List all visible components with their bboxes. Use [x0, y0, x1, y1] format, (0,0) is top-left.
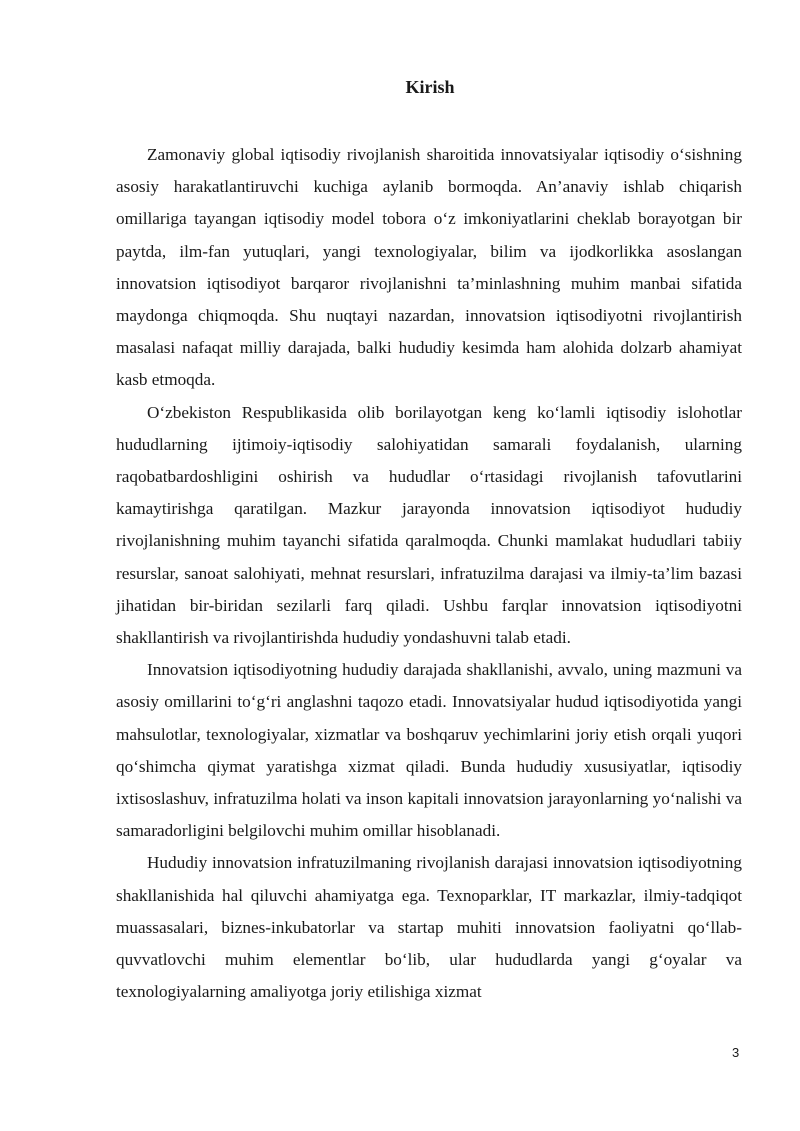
- paragraph: Zamonaviy global iqtisodiy rivojlanish sharoitida innovatsiyalar iqtisodiy o‘sishning asosiy harakatlantiruvchi kuchiga aylanib bormoqda. An’anaviy ishlab chiqarish omillariga tayangan iqtisodiy model tobora o‘z imkoniyatlarini cheklab borayotgan bir paytda, ilm-fan yutuqlari, yangi texnologiyalar, bilim va ijodkorlikka asoslangan innovatsion iqtisodiyot barqaror rivojlanishni ta’minlashning muhim manbai sifatida maydonga chiqmoqda. Shu nuqtayi nazardan, innovatsion iqtisodiyotni rivojlantirish masalasi nafaqat milliy darajada, balki hududiy kesimda ham alohida dolzarb ahamiyat kasb etmoqda.: [116, 145, 742, 390]
- page-number: 3: [732, 1045, 740, 1060]
- paragraph: O‘zbekiston Respublikasida olib borilayotgan keng ko‘lamli iqtisodiy islohotlar hududlarning ijtimoiy-iqtisodiy salohiyatidan samarali foydalanish, ularning raqobatbardoshligini oshirish va hududlar o‘rtasidagi rivojlanish tafovutlarini kamaytirishga qaratilgan. Mazkur jarayonda innovatsion iqtisodiyot hududiy rivojlanishning muhim tayanchi sifatida qaralmoqda. Chunki mamlakat hududlari tabiiy resurslar, sanoat salohiyati, mehnat resurslari, infratuzilma darajasi va ilmiy-ta’lim bazasi jihatidan bir-biridan sezilarli farq qiladi. Ushbu farqlar innovatsion iqtisodiyotni shakllantirish va rivojlantirishda hududiy yondashuvni talab etadi.: [116, 402, 742, 648]
- paragraph: Innovatsion iqtisodiyotning hududiy darajada shakllanishi, avvalo, uning mazmuni va asosiy omillarini to‘g‘ri anglashni taqozo etadi. Innovatsiyalar hudud iqtisodiyotida yangi mahsulotlar, texnologiyalar, xizmatlar va boshqaruv yechimlarini joriy etish orqali yuqori qo‘shimcha qiymat yaratishga xizmat qiladi. Bunda hududiy xususiyatlar, iqtisodiy ixtisoslashuv, infratuzilma holati va inson kapitali innovatsion jarayonlarning yo‘nalishi va samaradorligini belgilovchi muhim omillar hisoblanadi.: [116, 660, 742, 841]
- section-heading: Kirish: [405, 77, 455, 97]
- paragraph: Hududiy innovatsion infratuzilmaning rivojlanish darajasi innovatsion iqtisodiyotning shakllanishida hal qiluvchi ahamiyatga ega. Texnoparklar, IT markazlar, ilmiy-tadqiqot muassasalari, biznes-inkubatorlar va startap muhiti innovatsion faoliyatni qo‘llab-quvvatlovchi muhim elementlar bo‘lib, ular hududlarda yangi g‘oyalar va texnologiyalarning amaliyotga joriy etilishiga xizmat: [116, 853, 742, 1002]
- body-text: [116, 139, 742, 1008]
